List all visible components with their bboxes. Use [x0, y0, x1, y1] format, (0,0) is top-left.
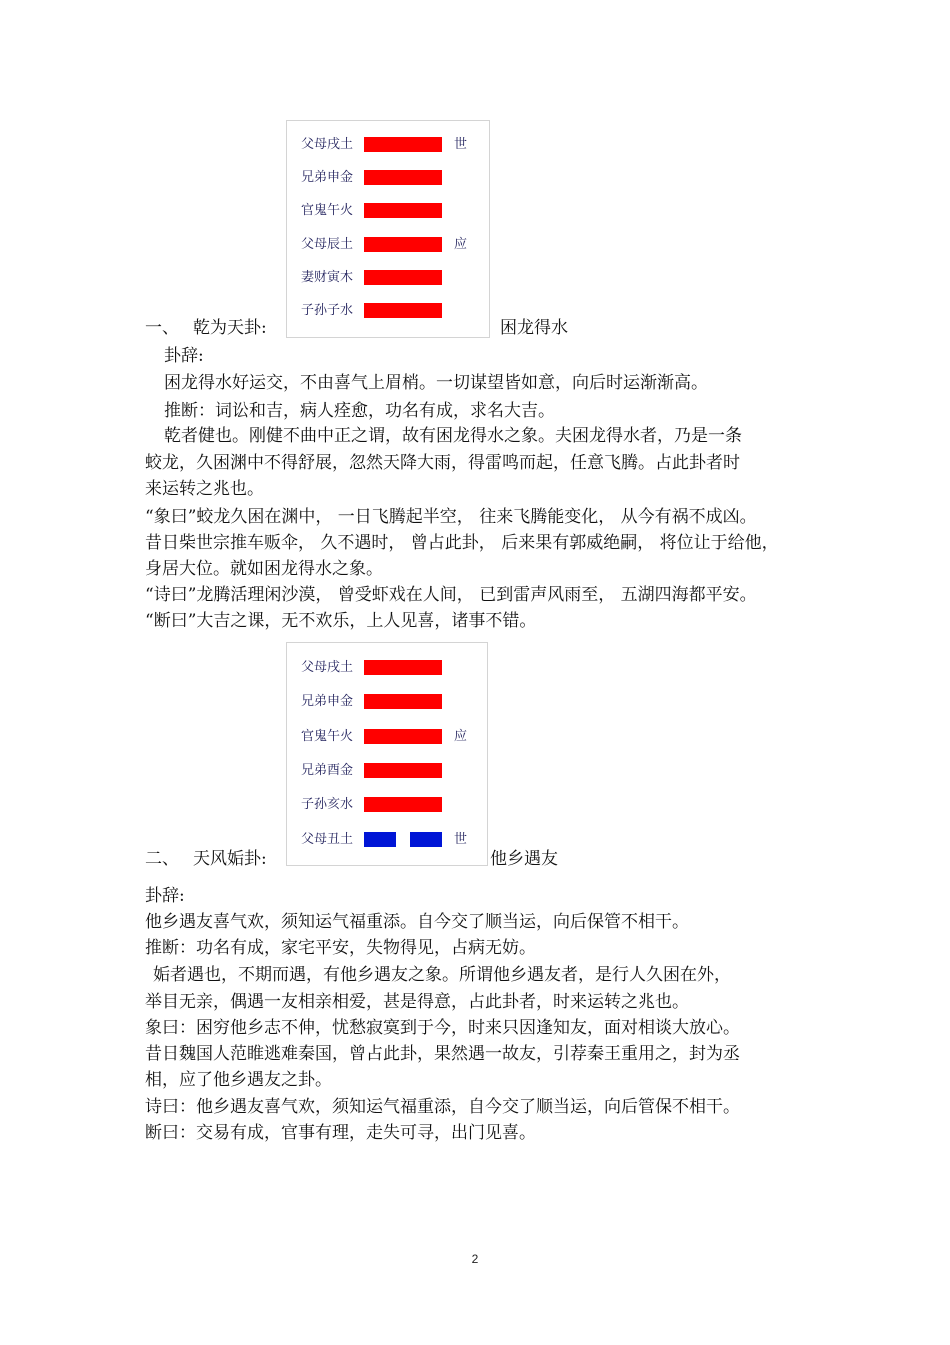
hexagram-1-judgement: “断曰”大吉之课，无不欢乐，上人见喜，诸事不错。: [145, 611, 537, 631]
hexagram-line-label: 父母丑土: [301, 832, 354, 847]
hexagram-1-image-title: 困龙得水: [500, 318, 568, 338]
yang-line-bar: [364, 270, 442, 285]
yang-line-bar: [364, 694, 442, 709]
yang-line-bar: [364, 170, 442, 185]
hexagram-2-name: 天风姤卦:: [193, 849, 267, 869]
hexagram-2-image-title: 他乡遇友: [490, 849, 558, 869]
hexagram-line-label: 官鬼午火: [301, 203, 354, 218]
hexagram-1-heading: 卦辞:: [164, 346, 204, 366]
hexagram-2-verse: 他乡遇友喜气欢，须知运气福重添。自今交了顺当运，向后保管不相干。: [145, 912, 689, 932]
hexagram-2-explanation-line-1: 姤者遇也，不期而遇，有他乡遇友之象。所谓他乡遇友者，是行人久困在外，: [153, 965, 731, 985]
hexagram-line-row: [287, 167, 489, 189]
hexagram-line-label: 官鬼午火: [301, 729, 354, 744]
hexagram-2-inference: 推断：功名有成，家宅平安，失物得见，占病无妨。: [145, 938, 536, 958]
hexagram-line-label: 父母辰土: [301, 237, 354, 252]
hexagram-1-number: 一、: [145, 318, 179, 338]
hexagram-1-verse: 困龙得水好运交，不由喜气上眉梢。一切谋望皆如意，向后时运渐渐高。: [164, 373, 708, 393]
yang-line-bar: [364, 237, 442, 252]
hexagram-1-poem: “诗曰”龙腾活理闲沙漠， 曾受虾戏在人间， 已到雷声风雨至， 五湖四海都平安。: [145, 585, 757, 605]
hexagram-2-story-line-1: 昔日魏国人范睢逃难秦国，曾占此卦，果然遇一故友，引荐秦王重用之，封为丞: [145, 1044, 740, 1064]
yang-line-bar: [364, 763, 442, 778]
hexagram-line-row: [287, 300, 489, 322]
hexagram-1-xiang-line-2: 昔日柴世宗推车贩伞， 久不遇时， 曾占此卦， 后来果有郭威绝嗣， 将位让于给他，: [145, 533, 779, 553]
hexagram-line-marker: 应: [454, 237, 468, 252]
hexagram-line-label: 兄弟申金: [301, 170, 354, 185]
hexagram-2-diagram: [286, 642, 488, 866]
hexagram-line-row: [287, 794, 487, 816]
yin-line-right-bar: [410, 832, 442, 847]
hexagram-1-explanation-line-2: 蛟龙，久困渊中不得舒展，忽然天降大雨，得雷鸣而起，任意飞腾。占此卦者时: [145, 453, 740, 473]
hexagram-line-row: [287, 267, 489, 289]
yang-line-bar: [364, 203, 442, 218]
hexagram-1-name: 乾为天卦:: [193, 318, 267, 338]
hexagram-line-row: [287, 760, 487, 782]
hexagram-2-number: 二、: [145, 849, 179, 869]
yang-line-bar: [364, 660, 442, 675]
hexagram-2-judgement: 断曰：交易有成，官事有理，走失可寻，出门见喜。: [145, 1123, 536, 1143]
hexagram-line-row: [287, 657, 487, 679]
hexagram-line-label: 子孙子水: [301, 303, 354, 318]
hexagram-line-row: [287, 234, 489, 256]
hexagram-line-label: 妻财寅木: [301, 270, 354, 285]
hexagram-1-diagram: [286, 120, 490, 338]
hexagram-line-marker: 世: [454, 137, 468, 152]
hexagram-1-xiang-line-1: “象曰”蛟龙久困在渊中， 一日飞腾起半空， 往来飞腾能变化， 从今有祸不成凶。: [145, 507, 757, 527]
hexagram-line-marker: 应: [454, 729, 468, 744]
hexagram-line-row: [287, 829, 487, 851]
hexagram-line-label: 子孙亥水: [301, 797, 354, 812]
hexagram-1-explanation-line-1: 乾者健也。刚健不曲中正之谓，故有困龙得水之象。夫困龙得水者，乃是一条: [164, 426, 742, 446]
hexagram-line-row: [287, 691, 487, 713]
yang-line-bar: [364, 797, 442, 812]
hexagram-line-row: [287, 134, 489, 156]
hexagram-2-heading: 卦辞:: [145, 886, 185, 906]
hexagram-2-poem: 诗曰：他乡遇友喜气欢，须知运气福重添，自今交了顺当运，向后管保不相干。: [145, 1097, 740, 1117]
hexagram-1-explanation-line-3: 来运转之兆也。: [145, 479, 264, 499]
hexagram-line-label: 兄弟申金: [301, 694, 354, 709]
hexagram-line-row: [287, 726, 487, 748]
hexagram-1-inference: 推断：词讼和吉，病人痊愈，功名有成，求名大吉。: [164, 401, 555, 421]
yang-line-bar: [364, 729, 442, 744]
hexagram-2-explanation-line-2: 举目无亲，偶遇一友相亲相爱，甚是得意，占此卦者，时来运转之兆也。: [145, 992, 689, 1012]
hexagram-2-story-line-2: 相，应了他乡遇友之卦。: [145, 1070, 332, 1090]
page-number: 2: [471, 1252, 479, 1266]
hexagram-line-label: 父母戌土: [301, 660, 354, 675]
yang-line-bar: [364, 137, 442, 152]
yin-line-left-bar: [364, 832, 396, 847]
hexagram-line-marker: 世: [454, 832, 468, 847]
hexagram-2-xiang: 象曰：困穷他乡志不伸，忧愁寂寞到于今，时来只因逢知友，面对相谈大放心。: [145, 1018, 740, 1038]
yang-line-bar: [364, 303, 442, 318]
hexagram-line-label: 兄弟酉金: [301, 763, 354, 778]
hexagram-line-label: 父母戌土: [301, 137, 354, 152]
hexagram-line-row: [287, 200, 489, 222]
hexagram-1-xiang-line-3: 身居大位。就如困龙得水之象。: [145, 559, 383, 579]
